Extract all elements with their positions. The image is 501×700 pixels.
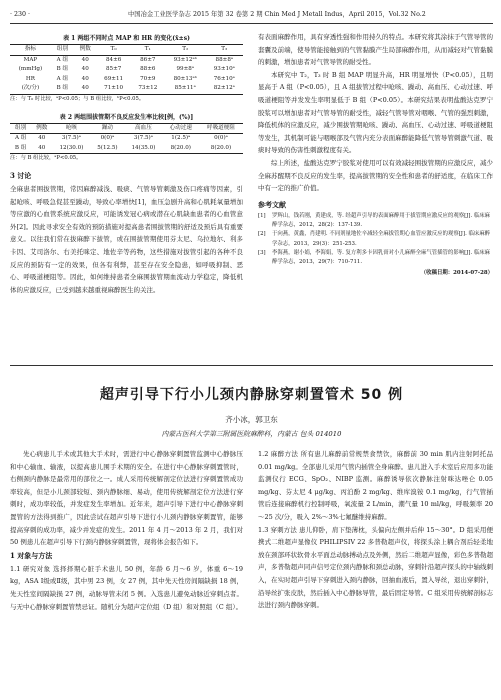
table1-header: T₀ bbox=[97, 45, 131, 56]
table-cell: 76±10ᵃ bbox=[213, 75, 235, 82]
table1-header: 组别 bbox=[51, 45, 74, 56]
table-row bbox=[10, 55, 243, 65]
table-cell: 8(20.0) bbox=[163, 144, 199, 154]
table1-header-row bbox=[10, 45, 243, 56]
table2-header: 组别 bbox=[10, 123, 31, 134]
table1-header: T₁ bbox=[131, 45, 165, 56]
discussion-paragraph: 全麻患者围拔管期，常因麻醉减浅、吸痰、气管导管刺激及伤口疼痛等因素，引起呛咳、呼吸急促甚至躁动，导致心率增快[1]，血压急剧升高和心肌耗氧量增加等应激的心血管系统应激反应，可能诱发冠心病或潜在心肌缺血患者的心血管意外[2]。因此寻求安全有效的预防措施对提高患者围拔管期的舒适及预后具有重要意义。以往我们常在拔麻醉下拔管，或在围拔管期使用芬太尼、乌拉地尔、利多卡因、艾司洛尔、右美托咪定、地佐辛等药物，这些措施对拔管引起的各种不良反应的预防有一定的效果，但各有利弊，甚至存在安全隐患，如呼吸抑制、恶心、呼吸道梗阻等。因此，如何维持患者全麻围拔管期血流动力学稳定，降低机体的应激反应，已受到越来越重视麻醉医生的关注。 bbox=[10, 185, 243, 294]
table-cell: 99±8ᵃ bbox=[176, 66, 194, 72]
table-cell: 40 bbox=[81, 56, 89, 63]
table1 bbox=[10, 44, 243, 95]
article-separator bbox=[10, 365, 493, 366]
table-cell: 14(35.0) bbox=[124, 144, 162, 154]
table-cell: 88±6 bbox=[140, 66, 156, 72]
table-cell: 0(0)ᵃ bbox=[100, 135, 115, 141]
table1-header: T₃ bbox=[206, 45, 243, 56]
table-cell: 1(2.5)ᵃ bbox=[171, 135, 191, 141]
table-cell: A 组 bbox=[56, 56, 69, 63]
references-heading: 参考文献 bbox=[258, 199, 286, 209]
table-cell: 85±11ᵃ bbox=[165, 84, 206, 94]
reference-item bbox=[258, 212, 493, 231]
table-cell: A 组 bbox=[56, 75, 69, 82]
table-row bbox=[10, 65, 243, 75]
body-paragraph: 本研究中 T₂，T₃ 时 B 组 MAP 明显升高，HR 明显增快（P<0.05），且明显高于 A 组（P<0.05），且 A 组拔管过程中呛咳、躁动、高血压、心动过速、呼吸道梗阻等并发发生率明显低于 B 组（P<0.05）。本研究结果表明盐酸达克罗宁胶浆可以增加患者对气管导管的耐受性，减轻气管导管对咽喉、气管的强烈刺激，降低机体的应激反应，减少围拔管期呛咳、躁动、高血压、心动过速、呼吸道梗阻等发生，其机制可能与咽喉部及气管内充分表面麻醉能降低气管导管刺激气道、吸痰时导致的伤害性刺激程度有关。 bbox=[258, 70, 493, 155]
reference-item bbox=[258, 249, 493, 268]
puncture-paragraph: 1.3 穿刺方法 患儿仰卧，肩下垫薄枕，头偏向左侧并后伸 15～30°。D 组采用便携式二维超声显像仪 PHILIPSIV 22 多普勒超声仪，将探头涂上耦合剂后轻柔地放在颈部环状软骨水平面总动脉搏动点及外侧，然后二维超声显像，彩色多普勒超声，多普勒超声同声信号定位颈内静脉和颈总动脉，穿刺针沿超声探头的中轴线刺入，在实时超声引导下穿刺进入颈内静脉，回抽血液后，置入导丝，退出穿刺针，沿导丝扩张皮肤，然后插入中心静脉导管，最后固定导管。C 组采用传统解剖标志法进行颈内静脉穿刺。 bbox=[258, 525, 493, 610]
methods-paragraph: 1.1 研究对象 选择择期心脏手术患儿 50 例，年龄 6 月～6 岁，体重 6～19 kg，ASA Ⅰ级或Ⅱ级，其中男 23 例，女 27 例，其中先天性房间隔缺损 18 例，先天性室间隔缺损 27 例，动脉导管未闭 5 例。入选患儿避免动脉近穿刺点者。与无中心静脉穿刺置管禁忌证。随机分为超声定位组（D 组）和对照组（C 组）。 bbox=[10, 564, 243, 611]
reference-text: 于向燕，黄鑫，肖建明. 不同剂量地佐辛减轻全麻拔管期心血管应激反应的观察[J]. 临床麻醉学杂志，2013，29(3)：251-253. bbox=[272, 231, 491, 247]
table-cell: 82±12ᵃ bbox=[206, 84, 243, 94]
table1-header: 指标 bbox=[10, 45, 51, 56]
table-cell: 3(7.5)ᵃ bbox=[61, 135, 81, 141]
right-column-top bbox=[258, 31, 493, 278]
conclusion-paragraph: 综上所述，盐酸达克罗宁胶浆对使用可以有效减轻围拔管期的应激反应，减少全麻苏醒期不良反应的发生率，提高拔管期的安全性和患者的舒适度，在临床工作中有一定的推广价值。 bbox=[258, 158, 493, 193]
table-cell: A 组 bbox=[14, 135, 27, 141]
table1-header: 例数 bbox=[74, 45, 97, 56]
table2-header: 例数 bbox=[31, 123, 52, 134]
table-cell: 40 bbox=[81, 66, 89, 72]
table-cell: (次/分) bbox=[10, 84, 51, 94]
table2-header: 躁动 bbox=[91, 123, 125, 134]
table-cell: 40 bbox=[74, 84, 97, 94]
table-cell: B 组 bbox=[56, 66, 69, 72]
table1-caption: 表 1 两组不同时点 MAP 和 HR 的变化(x̄±s) bbox=[63, 35, 190, 42]
right-column-bottom bbox=[258, 448, 493, 612]
table2 bbox=[10, 123, 243, 155]
table1-note: 注：与 T₀ 时比较，ᵃP<0.05；与 B 组比较，ᵇP<0.05。 bbox=[10, 95, 145, 102]
table-cell: 8(20.0) bbox=[199, 144, 243, 154]
table-cell: 84±6 bbox=[105, 56, 122, 63]
reference-item bbox=[258, 230, 493, 249]
table-cell: 88±8ᵃ bbox=[215, 56, 234, 63]
table-cell: 12(30.0) bbox=[52, 144, 90, 154]
table-cell: 85±7 bbox=[105, 66, 122, 72]
journal-citation: 中国冶金工业医学杂志 2015 年第 32 卷第 2 期 Chin Med J Metall Indus，April 2015，Vol.32 No.2 bbox=[128, 11, 426, 18]
table-cell: 93±12ᵃᵇ bbox=[173, 56, 197, 63]
table-cell: (mmHg) bbox=[18, 66, 43, 72]
received-date: （收稿日期：2014-07-28） bbox=[420, 269, 493, 276]
article-affiliation: 内蒙古医科大学第三附属医院麻醉科，内蒙古 包头 014010 bbox=[161, 430, 342, 438]
left-column-top bbox=[10, 33, 243, 296]
references-list bbox=[258, 212, 493, 268]
reference-number: [2] bbox=[258, 231, 266, 238]
table2-header: 呼吸道梗阻 bbox=[199, 123, 243, 134]
table-cell: 86±7 bbox=[140, 56, 156, 63]
table2-header: 呛咳 bbox=[52, 123, 90, 134]
header-rule bbox=[10, 23, 493, 24]
table-cell: 93±10ᵃ bbox=[213, 66, 235, 72]
article-authors: 齐小冰，郭卫东 bbox=[225, 415, 278, 424]
table-cell: 40 bbox=[31, 144, 52, 154]
table-cell: 69±11 bbox=[104, 75, 124, 82]
table-row bbox=[10, 144, 243, 154]
table-cell: MAP bbox=[23, 56, 38, 63]
table-cell: 5(12.5) bbox=[91, 144, 125, 154]
reference-text: 李海燕，谢小娟，李海娟，等. 复方利多卡因乳膏对小儿麻醉全麻气管插管的影响[J]. 临床麻醉学杂志，2013，29(7)：710-711. bbox=[272, 249, 491, 266]
table-cell: 40 bbox=[38, 135, 46, 141]
reference-text: 罗辉山，钱若刚，黄建成，等. 经超声引导的表面麻醉用于拔管期应激反应的观察[J]. 临床麻醉学杂志，2012，28(2)：137-139. bbox=[272, 212, 491, 229]
anesthesia-paragraph: 1.2 麻醉方法 所有患儿麻醉前常规禁食禁饮，麻醉前 30 min 肌内注射阿托品 0.01 mg/kg。全部患儿采用气管内插管全身麻醉。患儿进入手术室后应用多功能监测仪行 ECG、SpO₂、NIBP 监测。麻醉诱导依次静脉注射咪达唑仑 0.05 mg/kg、芬太尼 4 μg/kg、丙泊酚 2 mg/kg、维库溴铵 0.1 mg/kg，行气管插管后连接麻醉机行控制呼吸，氧流量 2 L/min，潮气量 10 ml/kg，呼吸频率 20～25 次/分，吸入 2%～3%七氟醚维持麻醉。 bbox=[258, 450, 493, 521]
methods-heading: 1 对象与方法 bbox=[10, 550, 53, 560]
table1-header: T₂ bbox=[165, 45, 206, 56]
table-row bbox=[10, 84, 243, 94]
table2-caption: 表 2 两组围拔管期不良反应发生率比较[例，(%)] bbox=[59, 113, 194, 121]
left-column-bottom bbox=[10, 448, 243, 613]
table-cell: 3(7.5)ᵃ bbox=[133, 135, 153, 141]
table-cell: 40 bbox=[81, 75, 89, 82]
table-cell: 71±10 bbox=[97, 84, 131, 94]
table-cell: HR bbox=[25, 75, 35, 82]
table2-note: 注：与 B 组比较，ᵃP<0.05。 bbox=[10, 155, 82, 161]
table2-header-row bbox=[10, 123, 243, 134]
table-cell: B 组 bbox=[10, 144, 31, 154]
table2-header: 高血压 bbox=[124, 123, 162, 134]
table-cell: 70±9 bbox=[140, 75, 156, 82]
table-row bbox=[10, 134, 243, 144]
reference-number: [3] bbox=[258, 249, 266, 256]
running-header bbox=[10, 8, 493, 22]
intro-paragraph: 先心病患儿手术或其他大手术时，需进行中心静脉穿刺置管监测中心静脉压和中心输血、输液，以提高患儿围手术期的安全。在进行中心静脉穿刺置管时，右侧颈内静脉是最常用的部位之一。成人采用传统解剖定位法进行穿刺置管成功率较高，但是小儿颈部较短、颈内静脉细、易动，使用传统解剖定位方法进行穿刺时，成功率较低，并发症发生率增加。近年来，超声引导下进行中心静脉穿刺置管的方法得到推广，因此尝试在超声引导下进行小儿颈内静脉穿刺置管，能够提高穿刺的成功率，减少并发症的发生。2011 年 4 月～2013 年 2 月，我们对 50 例患儿在超声引导下行颈内静脉穿刺置管，现将体会报告如下。 bbox=[10, 450, 243, 547]
table-cell: 0(0)ᵃ bbox=[214, 135, 228, 141]
table-cell: 73±12 bbox=[131, 84, 165, 94]
reference-number: [1] bbox=[258, 212, 266, 219]
table-row bbox=[10, 75, 243, 85]
body-paragraph: 有表面麻醉作用，具有穿透性强和作用持久的特点。本研究将其涂抹于气管导管的套囊及前端，使导管能接触到的气管黏膜产生局部麻醉作用，从而减轻对气管黏膜的刺激，增加患者对气管导管的耐受性。 bbox=[258, 33, 493, 67]
article-title: 超声引导下行小儿颈内静脉穿刺置管术 50 例 bbox=[99, 387, 404, 403]
page-number: · 230 · bbox=[10, 11, 31, 18]
table-cell: 80±13ᵃᵇ bbox=[173, 75, 197, 82]
table-cell: B 组 bbox=[51, 84, 74, 94]
discussion-heading: 3 讨论 bbox=[10, 171, 32, 180]
table2-header: 心动过速 bbox=[163, 123, 199, 134]
